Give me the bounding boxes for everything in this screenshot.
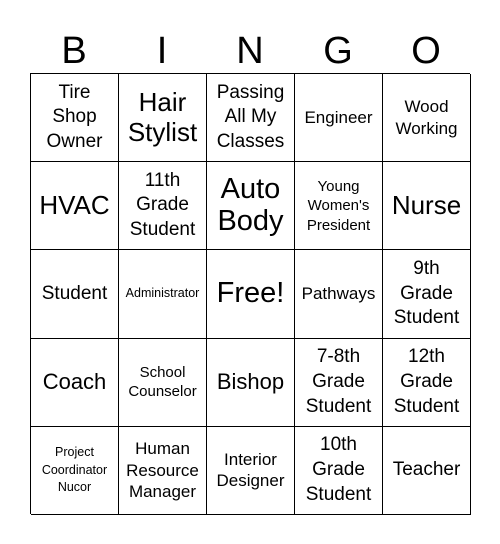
bingo-cell-r1c4[interactable] <box>295 74 383 162</box>
cell-label: Pathways <box>301 284 376 304</box>
bingo-cell-r3c5[interactable] <box>383 250 471 338</box>
cell-label: 7-8th Grade Student <box>305 346 372 417</box>
bingo-cell-r4c2[interactable] <box>119 339 207 427</box>
bingo-cell-r4c3[interactable] <box>207 339 295 427</box>
cell-label: Project Coordinator Nucor <box>41 445 108 495</box>
cell-label: Passing All My Classes <box>216 81 285 152</box>
bingo-cell-r4c4[interactable] <box>295 339 383 427</box>
bingo-cell-r3c2[interactable] <box>119 250 207 338</box>
bingo-cell-free[interactable] <box>207 250 295 338</box>
cell-label: Nurse <box>391 189 462 220</box>
bingo-cell-r5c4[interactable] <box>295 427 383 515</box>
cell-label: 12th Grade Student <box>393 346 460 417</box>
cell-label: 10th Grade Student <box>305 434 372 505</box>
bingo-cell-r3c4[interactable] <box>295 250 383 338</box>
bingo-cell-r2c2[interactable] <box>119 162 207 250</box>
bingo-cell-r4c5[interactable] <box>383 339 471 427</box>
bingo-cell-r3c1[interactable] <box>31 250 119 338</box>
cell-label: Interior Designer <box>216 450 285 491</box>
bingo-cell-r1c5[interactable] <box>383 74 471 162</box>
cell-label: Young Women's President <box>306 177 371 234</box>
bingo-cell-r2c5[interactable] <box>383 162 471 250</box>
bingo-cell-r2c1[interactable] <box>31 162 119 250</box>
header-letter-b: B <box>61 30 87 72</box>
bingo-cell-r5c2[interactable] <box>119 427 207 515</box>
cell-label: Human Resource Manager <box>126 439 199 501</box>
bingo-header <box>30 28 470 74</box>
header-letter-g: G <box>323 30 353 72</box>
bingo-cell-r2c3[interactable] <box>207 162 295 250</box>
cell-label: Teacher <box>392 459 461 480</box>
bingo-cell-r4c1[interactable] <box>31 339 119 427</box>
header-letter-n: N <box>236 30 264 72</box>
cell-label: Hair Stylist <box>127 86 198 147</box>
cell-label: Wood Working <box>395 97 458 138</box>
bingo-cell-r1c3[interactable] <box>207 74 295 162</box>
bingo-board <box>30 73 470 514</box>
bingo-cell-r1c2[interactable] <box>119 74 207 162</box>
bingo-cell-r5c3[interactable] <box>207 427 295 515</box>
cell-label: Administrator <box>125 286 200 301</box>
cell-label: 11th Grade Student <box>129 169 196 241</box>
cell-label: Auto Body <box>217 172 284 237</box>
bingo-cell-r5c1[interactable] <box>31 427 119 515</box>
cell-label: School Counselor <box>128 363 197 401</box>
cell-label: Tire Shop Owner <box>46 81 103 152</box>
bingo-cell-r5c5[interactable] <box>383 427 471 515</box>
bingo-cell-r1c1[interactable] <box>31 74 119 162</box>
cell-label: Bishop <box>216 368 285 394</box>
cell-label: HVAC <box>39 189 110 220</box>
cell-label: Free! <box>216 277 285 310</box>
cell-label: 9th Grade Student <box>393 257 460 329</box>
header-letter-i: I <box>156 30 168 72</box>
cell-label: Coach <box>42 368 107 394</box>
cell-label: Engineer <box>304 107 373 127</box>
cell-label: Student <box>41 282 108 304</box>
bingo-cell-r2c4[interactable] <box>295 162 383 250</box>
header-letter-o: O <box>411 30 441 72</box>
